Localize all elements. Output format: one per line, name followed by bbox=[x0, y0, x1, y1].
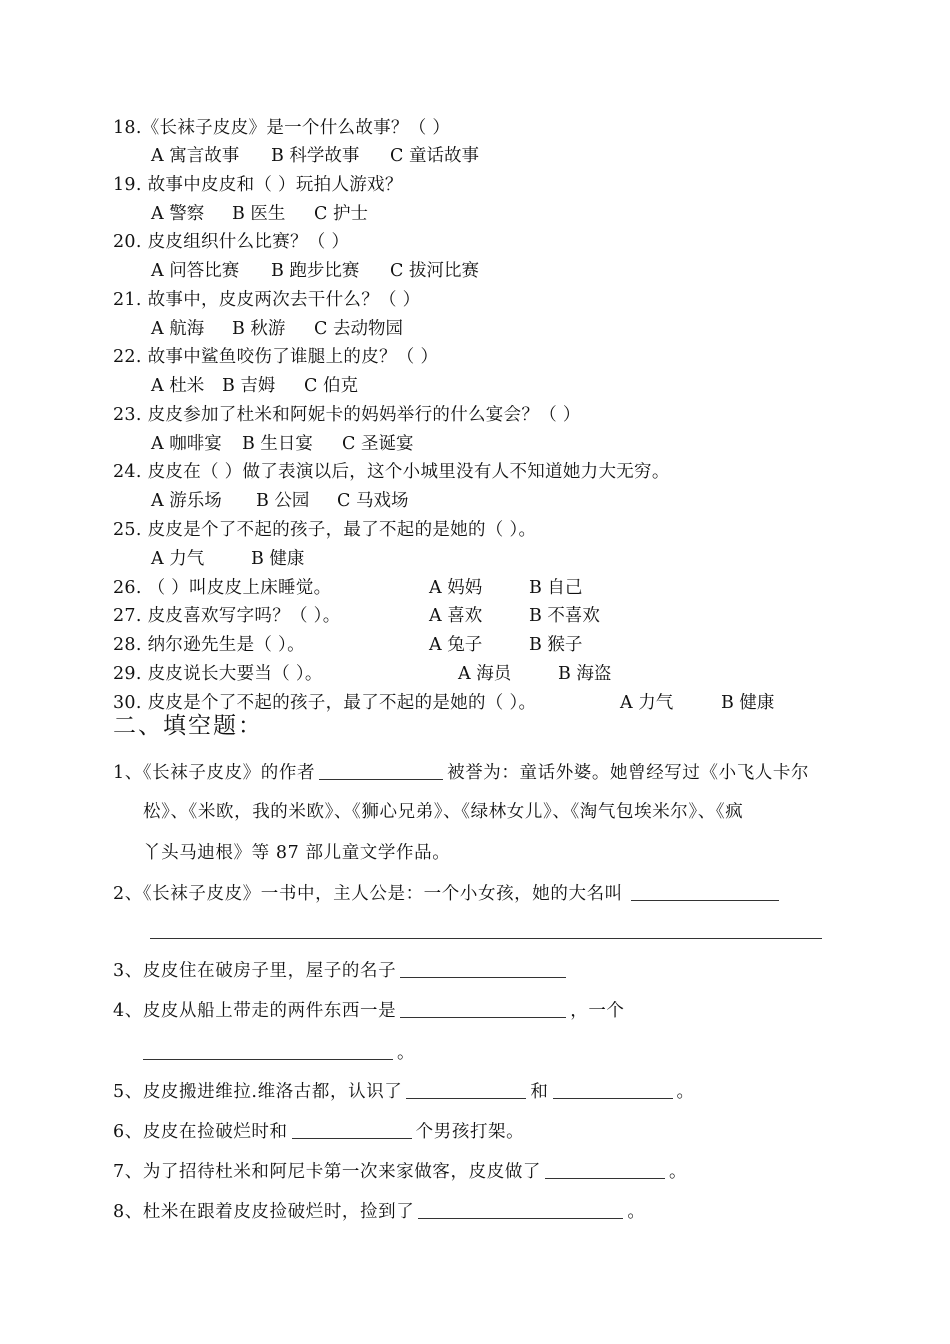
question-text: 23. 皮皮参加了杜米和阿妮卡的妈妈举行的什么宴会？（ ） bbox=[113, 405, 581, 425]
option-a: A 咖啡宴 bbox=[151, 434, 222, 454]
fill-line: 松》、《米欧，我的米欧》、《狮心兄弟》、《绿林女儿》、《淘气包埃米尔》、《疯 bbox=[143, 802, 744, 822]
answer-blank[interactable] bbox=[406, 1097, 526, 1099]
option-b: B 医生 bbox=[232, 204, 286, 224]
option-a: A 兔子 bbox=[429, 635, 483, 655]
answer-blank[interactable] bbox=[545, 1177, 665, 1179]
option-c: C 护士 bbox=[314, 204, 368, 224]
answer-blank[interactable] bbox=[319, 778, 443, 780]
fill-text: 3、皮皮住在破房子里，屋子的名子 bbox=[113, 961, 397, 981]
option-c: C 圣诞宴 bbox=[342, 434, 414, 454]
fill-text: 2、《长袜子皮皮》一书中，主人公是：一个小女孩，她的大名叫 bbox=[113, 884, 623, 904]
option-b: B 跑步比赛 bbox=[271, 261, 360, 281]
option-a: A 问答比赛 bbox=[151, 261, 240, 281]
question-text: 26. （ ）叫皮皮上床睡觉。 bbox=[113, 578, 332, 598]
fill-line bbox=[113, 1000, 625, 1022]
question-text: 22. 故事中鲨鱼咬伤了谁腿上的皮？（ ） bbox=[113, 347, 439, 367]
option-a: A 妈妈 bbox=[429, 578, 483, 598]
fill-line bbox=[113, 1201, 645, 1223]
fill-text: 1、《长袜子皮皮》的作者 bbox=[113, 763, 316, 783]
option-a: A 游乐场 bbox=[151, 491, 222, 511]
option-a: A 力气 bbox=[151, 549, 205, 569]
answer-blank[interactable] bbox=[631, 899, 779, 901]
option-b: B 健康 bbox=[251, 549, 305, 569]
fill-line bbox=[113, 1081, 695, 1103]
answer-blank[interactable] bbox=[400, 976, 566, 978]
option-a: A 警察 bbox=[151, 204, 205, 224]
option-c: C 童话故事 bbox=[390, 146, 479, 166]
answer-blank[interactable] bbox=[143, 1058, 393, 1060]
question-text: 18.《长袜子皮皮》是一个什么故事？（ ） bbox=[113, 118, 451, 138]
option-a: A 寓言故事 bbox=[151, 146, 240, 166]
option-b: B 自己 bbox=[529, 578, 583, 598]
option-b: B 生日宴 bbox=[242, 434, 313, 454]
fill-line bbox=[113, 1121, 524, 1143]
fill-text: 5、皮皮搬进维拉.维洛古都，认识了 bbox=[113, 1082, 403, 1102]
question-text: 30. 皮皮是个了不起的孩子，最了不起的是她的（ ）。 bbox=[113, 693, 537, 713]
fill-line: 丫头马迪根》等 87 部儿童文学作品。 bbox=[143, 843, 451, 863]
fill-line bbox=[113, 960, 570, 982]
option-b: B 公园 bbox=[256, 491, 310, 511]
fill-text: 8、杜米在跟着皮皮捡破烂时，捡到了 bbox=[113, 1202, 415, 1222]
question-text: 19. 故事中皮皮和（ ）玩拍人游戏？ bbox=[113, 175, 403, 195]
fill-text: 被誉为：童话外婆。她曾经写过《小飞人卡尔 bbox=[447, 763, 810, 783]
option-b: B 海盗 bbox=[558, 664, 612, 684]
fill-line bbox=[113, 883, 783, 905]
question-text: 24. 皮皮在（ ）做了表演以后，这个小城里没有人不知道她力大无穷。 bbox=[113, 462, 670, 482]
fill-text: 。 bbox=[397, 1043, 416, 1063]
fill-text: ，一个 bbox=[570, 1001, 625, 1021]
fill-line bbox=[143, 1042, 415, 1064]
fill-text: 和 bbox=[530, 1082, 549, 1102]
fill-text: 。 bbox=[676, 1082, 695, 1102]
section-title: 二、填空题： bbox=[113, 713, 263, 739]
answer-blank[interactable] bbox=[400, 1016, 566, 1018]
option-a: A 海员 bbox=[458, 664, 512, 684]
fill-text: 个男孩打架。 bbox=[415, 1122, 525, 1142]
answer-blank[interactable] bbox=[150, 937, 822, 939]
option-c: C 去动物园 bbox=[314, 319, 403, 339]
option-a: A 航海 bbox=[151, 319, 205, 339]
option-b: B 猴子 bbox=[529, 635, 583, 655]
option-b: B 秋游 bbox=[232, 319, 286, 339]
fill-text: 。 bbox=[669, 1162, 688, 1182]
option-c: C 拔河比赛 bbox=[390, 261, 479, 281]
answer-blank[interactable] bbox=[292, 1137, 412, 1139]
fill-line bbox=[113, 1161, 687, 1183]
question-text: 21. 故事中，皮皮两次去干什么？（ ） bbox=[113, 290, 421, 310]
question-text: 20. 皮皮组织什么比赛？（ ） bbox=[113, 232, 350, 252]
question-text: 29. 皮皮说长大要当（ ）。 bbox=[113, 664, 323, 684]
option-b: B 健康 bbox=[721, 693, 775, 713]
option-a: A 喜欢 bbox=[429, 606, 483, 626]
option-c: C 伯克 bbox=[304, 376, 358, 396]
fill-text: 6、皮皮在捡破烂时和 bbox=[113, 1122, 288, 1142]
fill-line bbox=[113, 762, 809, 784]
option-b: B 科学故事 bbox=[271, 146, 360, 166]
question-text: 25. 皮皮是个了不起的孩子，最了不起的是她的（ ）。 bbox=[113, 520, 537, 540]
option-b: B 吉姆 bbox=[222, 376, 276, 396]
option-a: A 力气 bbox=[620, 693, 674, 713]
fill-text: 。 bbox=[627, 1202, 646, 1222]
answer-blank[interactable] bbox=[553, 1097, 673, 1099]
question-text: 27. 皮皮喜欢写字吗？（ ）。 bbox=[113, 606, 341, 626]
fill-text: 4、皮皮从船上带走的两件东西一是 bbox=[113, 1001, 397, 1021]
option-a: A 杜米 bbox=[151, 376, 205, 396]
question-text: 28. 纳尔逊先生是（ ）。 bbox=[113, 635, 305, 655]
option-b: B 不喜欢 bbox=[529, 606, 600, 626]
answer-blank[interactable] bbox=[418, 1217, 623, 1219]
fill-text: 7、为了招待杜米和阿尼卡第一次来家做客，皮皮做了 bbox=[113, 1162, 542, 1182]
option-c: C 马戏场 bbox=[337, 491, 409, 511]
